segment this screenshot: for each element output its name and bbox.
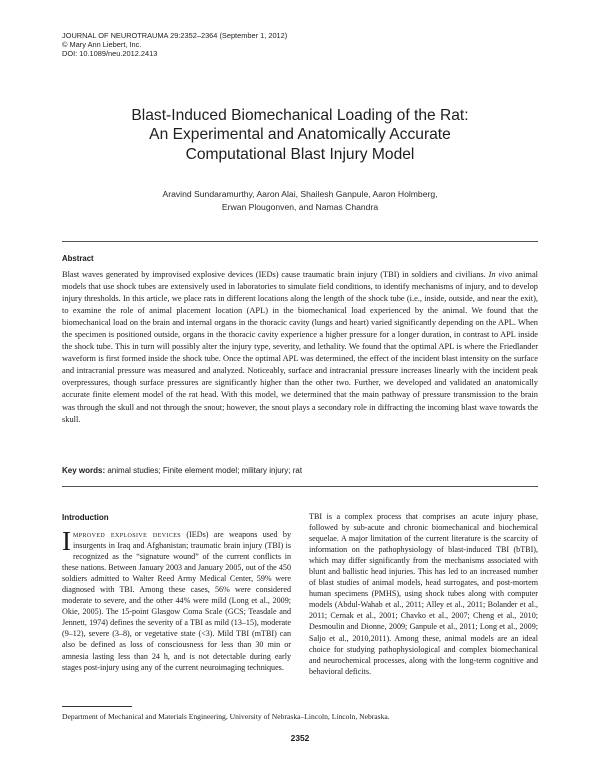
keywords [62, 466, 302, 475]
abstract-text-1: Blast waves generated by improvised explosive devices (IEDs) cause traumatic brain injury (TBI) in soldiers and civilians. [62, 270, 489, 279]
title-line-1: Blast-Induced Biomechanical Loading of the Rat: [131, 107, 469, 124]
journal-citation: JOURNAL OF NEUROTRAUMA 29:2352–2364 (September 1, 2012) [62, 31, 288, 40]
introduction-left-column [62, 526, 291, 673]
abstract-text-2: animal models that use shock tubes are extensively used in laboratories to simulate field conditions, to identify mechanisms of injury, and to develop injury thresholds. In this article, we place rats in different locations along the length of the shock tube (i.e., inside, outside, and near the exit), to examine the role of animal placement location (APL) in the biomechanical load experienced by the animal. We found that the biomechanical load on the brain and internal organs in the thoracic cavity (lungs and heart) varied significantly depending on the APL. When the specimen is positioned outside, organs in the thoracic cavity experience a higher pressure for a longer duration, in contrast to APL inside the shock tube. This in turn will possibly alter the injury type, severity, and lethality. We found that the optimal APL is where the Friedlander waveform is first formed inside the shock tube. Once the optimal APL was determined, the effect of the incident blast intensity on the surface and intracranial pressure was measured and analyzed. Noticeably, surface and intracranial pressure increases linearly with the incident peak overpressures, though surface pressures are significantly higher than the other two. Further, we developed and validated an anatomically accurate finite element model of the rat head. With this model, we determined that the main pathway of pressure transmission to the brain was through the skull and not through the snout; however, the snout plays a secondary role in diffracting the incoming blast wave towards the skull. [62, 270, 538, 424]
journal-header [62, 31, 287, 59]
abstract-heading: Abstract [62, 254, 94, 263]
page-number: 2352 [290, 733, 310, 743]
abstract-bottom-rule [62, 486, 538, 487]
introduction-heading: Introduction [62, 513, 109, 522]
title-line-3: Computational Blast Injury Model [185, 145, 415, 163]
introduction-right-column [309, 511, 538, 677]
keywords-label: Key words: [62, 466, 106, 475]
doi-line: DOI: 10.1089/neu.2012.2413 [62, 49, 158, 59]
footnote-rule [62, 706, 132, 707]
intro-left-text: (IEDs) are weapons used by insurgents in Iraq and Afghanistan; traumatic brain injury (TBI) is recognized as the “signature wound” of the current conflicts in these nations. Between January 2003 and January 2005, out of the 450 soldiers admitted to Walter Reed Army Medical Center, 59% were diagnosed with TBI. Among these cases, 56% were considered moderate to severe, and the other 44% were mild (Long et al., 2009; Okie, 2005). The 15-point Glasgow Coma Scale (GCS; Teasdale and Jennett, 1974) defines the severity of a TBI as mild (13–15), moderate (9–12), severe (3–8), or vegetative state (<3). Mild TBI (mTBI) can also be defined as loss of consciousness for less than 30 min or amnesia lasting less than 24 h, and is not detectable during early stages post-injury using any of the current neuroimaging techniques. [62, 530, 291, 672]
authors-line-2: Erwan Plougonven, and Namas Chandra [221, 201, 379, 212]
authors-line-1: Aravind Sundaramurthy, Aaron Alai, Shailesh Ganpule, Aaron Holmberg, [162, 189, 438, 199]
abstract-top-rule [62, 241, 538, 242]
intro-right-text: TBI is a complex process that comprises an acute injury phase, followed by sub-acute and chronic biomechanical and biochemical sequelae. A major limitation of the current literature is the scarcity of information on the pathophysiology of blast-induced TBI (bTBI), which may differ significantly from the mechanisms associated with blunt and ballistic head injuries. This has led to an increased number of blast studies of animal models, head surrogates, and post-mortem human specimens (PMHS), using shock tubes along with computer models (Abdul-Wahab et al., 2011; Alley et al., 2011; Bolander et al., 2011; Cernak et al., 2001; Chavko et al., 2007; Cheng et al., 2010; Desmoulin and Dionne, 2009; Ganpule et al., 2011; Long et al., 2009; Saljo et al., 2010,2011). Among these, animal models are an ideal choice for studying pathophysiological and complex biomechanical and neurochemical processes, along with the long-term cognitive and behavioral deficits. [309, 512, 538, 676]
abstract-body [62, 269, 538, 426]
intro-smallcaps: mproved explosive devices [73, 530, 182, 539]
drop-cap: I [62, 526, 71, 556]
abstract-italic: In vivo [488, 270, 513, 279]
article-title [62, 106, 538, 164]
keywords-text: animal studies; Finite element model; military injury; rat [105, 466, 303, 475]
author-list [62, 188, 538, 213]
affiliation-footnote: Department of Mechanical and Materials Engineering, University of Nebraska–Lincoln, Lincoln, Nebraska. [62, 712, 390, 721]
copyright-line: © Mary Ann Liebert, Inc. [62, 40, 142, 50]
title-line-2: An Experimental and Anatomically Accurate [149, 126, 451, 144]
